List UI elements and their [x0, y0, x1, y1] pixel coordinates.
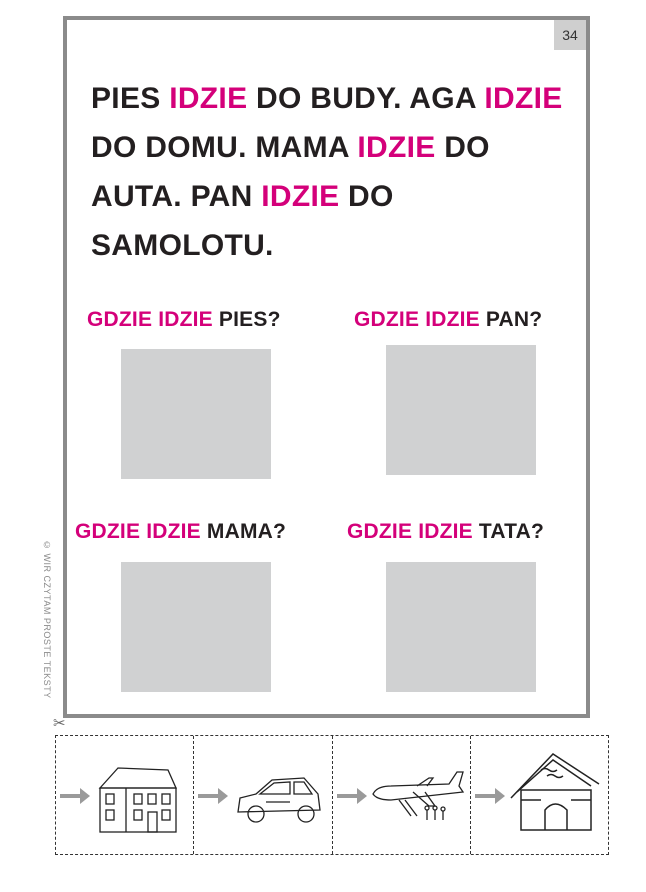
cutout-strip [55, 735, 609, 855]
page-number: 34 [554, 20, 586, 50]
doghouse-icon [471, 736, 609, 854]
question-dad [347, 520, 544, 544]
answer-box-dog[interactable] [121, 349, 271, 479]
question-highlight: GDZIE IDZIE [347, 520, 473, 543]
question-subject: PIES? [212, 308, 281, 331]
story-segment: DO AUTA. PAN [91, 131, 490, 213]
story-segment: DO SAMOLOTU. [91, 180, 394, 262]
question-mom [75, 520, 286, 544]
story-segment: PIES [91, 82, 170, 115]
house-icon [56, 736, 194, 854]
question-subject: PAN? [479, 308, 543, 331]
cutout-card-car[interactable] [194, 736, 332, 854]
story-text [91, 74, 571, 270]
story-segment-highlight: IDZIE [357, 131, 436, 164]
answer-box-man[interactable] [386, 345, 536, 475]
answer-box-dad[interactable] [386, 562, 536, 692]
airplane-icon [333, 736, 471, 854]
story-segment: DO DOMU. MAMA [91, 131, 358, 164]
question-highlight: GDZIE IDZIE [87, 308, 213, 331]
answer-box-mom[interactable] [121, 562, 271, 692]
cutout-card-doghouse[interactable] [471, 736, 608, 854]
cutout-card-house[interactable] [56, 736, 194, 854]
worksheet-card [63, 16, 590, 718]
cutout-card-airplane[interactable] [333, 736, 471, 854]
story-segment-highlight: IDZIE [484, 82, 563, 115]
story-segment: DO BUDY. AGA [247, 82, 485, 115]
question-highlight: GDZIE IDZIE [75, 520, 201, 543]
question-dog [87, 308, 281, 332]
question-subject: TATA? [472, 520, 545, 543]
question-subject: MAMA? [200, 520, 287, 543]
scissors-icon: ✂ [53, 715, 66, 732]
question-highlight: GDZIE IDZIE [354, 308, 480, 331]
question-man [354, 308, 542, 332]
car-icon [194, 736, 332, 854]
story-segment-highlight: IDZIE [169, 82, 248, 115]
story-segment-highlight: IDZIE [261, 180, 340, 213]
side-credit-text: © WIR CZYTAM PROSTE TEKSTY [42, 540, 52, 699]
